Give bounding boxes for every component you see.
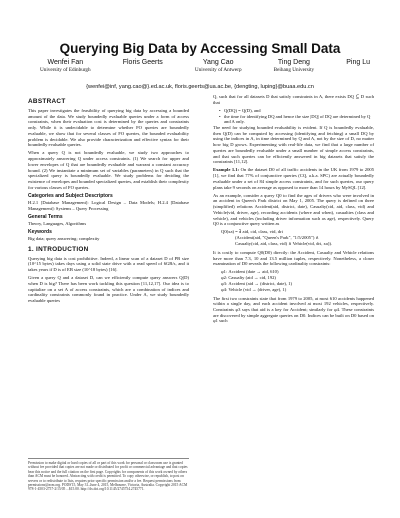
categories-heading: Categories and Subject Descriptors: [28, 192, 113, 199]
example-text: On the dataset D0 of all traffic accidents in the UK from 1979 to 2005 [1], we find that 77% of conjunctive queries (CQ, a.k.a. SPC) are actually boundedly evaluable under a set of 84 simple access constraints, and for such queries, our query plans take 9 seconds on average as opposed to more than 14 hours by MySQL [12].: [213, 167, 374, 190]
author-name: Ting Deng: [277, 59, 310, 66]
formula-line: Casualty(cid, aid, class, vid) ∧ Vehicle(vid, dri, xa)).: [235, 241, 333, 247]
example-heading: Example 1.1:: [213, 167, 240, 173]
abstract-heading: ABSTRACT: [28, 98, 66, 105]
constraint-item: φ3: Accident (aid → (district, date), 1): [221, 281, 293, 287]
copyright-footnote: Permission to make digital or hard copies of all or part of this work for personal or classroom use is granted without fee provided that copies are not made or distributed for profit or commercial advantage and that copies bear this notice and the full citation on the first page. Copyrights for components of this work owned by others than ACM must be honored. Abstracting with credit is permitted. To copy otherwise, or republish, to post on servers or to redistribute to lists, requires prior specific permission and/or a fee. Request permissions from permissions@acm.org. PODS'15, May 31–June 4, 2015, Melbourne, Victoria, Australia. Copyright 2015 ACM 978-1-4503-2757-2/15/05 ...$15.00. http://dx.doi.org/10.1145/2745754.2745771.: [28, 458, 189, 492]
condition-list: [213, 108, 374, 125]
author-name: Wenfei Fan: [47, 59, 84, 66]
condition-item: • Q(DQ) = Q(D), and: [219, 108, 374, 114]
example-paragraph: [213, 167, 374, 190]
abstract-paragraph: This paper investigates the feasibility of querying big data by accessing a bounded amount of the data. We study boundedly evaluable queries under a form of access constraints, when their evaluation cost is determined by the queries and constraints only. While it is undecidable to determine whether FO queries are boundedly evaluable, we show that for several classes of FO queries, the bounded evaluability problem is decidable. We also provide characterization and effective syntax for their boundedly evaluable queries.: [28, 108, 189, 148]
intro-paragraph: Given a query Q and a dataset D, can we efficiently compute query answers Q(D) when D is big? There has been work tackling this question [11,12,17]. Our idea is to capitalize on a set A of access constraints, which are a combination of indices and cardinality constraints commonly found in practice. Under A, we study boundedly evaluable queries: [28, 275, 189, 304]
formula-line: (Accident(aid, "Queen's Park", "1/5/2005") ∧: [235, 235, 319, 241]
author: [40, 60, 91, 73]
author-name: Ping Lu: [346, 59, 370, 66]
keywords-heading: Keywords: [28, 228, 52, 235]
author: [346, 60, 370, 73]
constraint-item: φ1: Accident (date → aid, 610): [221, 269, 279, 275]
formula-line: Q0(xa) = ∃ aid, cid, class, vid, dri: [221, 229, 283, 235]
body-paragraph: The need for studying bounded evaluability is evident. If Q is boundedly evaluable, then Q(D) can be computed by accessing (identifying and fetching) a small DQ by using the indices in A, in time determined by Q and A, not by the size of D, no matter how big D grows. Experimenting with real-life data, we find that a large number of queries are boundedly evaluable under a small number of simple access constraints, and that such queries can be efficiently answered in big datasets that satisfy the constraints [11,12].: [213, 125, 374, 165]
categories-text: H.2.1 [Database Management]: Logical Design – Data Models; H.2.4 [Database Management]: Systems – Query Processing: [28, 199, 189, 211]
author-list: [40, 60, 370, 73]
body-paragraph: The first two constraints state that from 1979 to 2005, at most 610 accidents happened within a single day, and each accident involved at most 192 vehicles, respectively. Constraints φ3 says that aid is a key for Accident; similarly for φ4. These constraints are discovered by simple aggregate queries on D0. Indices can be built on D0 based on φ1 such: [213, 295, 374, 324]
intro-paragraph: Querying big data is cost prohibitive. Indeed, a linear scan of a dataset D of PB size (10^15 bytes) takes days using a solid state drive with a read speed of 6GB/s, and it takes years if D is of EB size (10^18 bytes) [16].: [28, 255, 189, 273]
keywords-text: Big data; query answering; complexity: [28, 235, 100, 241]
condition-item: • the time for identifying DQ and hence the size |DQ| of DQ are determined by Q and A only.: [219, 114, 374, 125]
query-formula: [213, 229, 374, 246]
author-emails: {wenfei@inf, yang.cao@}.ed.ac.uk, floris.geerts@ua.ac.be, {dengting, luping}@buaa.edu.cn: [86, 84, 314, 90]
terms-heading: General Terms: [28, 213, 63, 220]
constraint-list: [213, 269, 374, 292]
author: [123, 60, 163, 73]
author: [274, 60, 314, 73]
constraint-item: φ4: Vehicle (vid → (driver, age), 1): [221, 286, 287, 292]
intro-heading: 1. INTRODUCTION: [28, 245, 89, 253]
author: [195, 60, 242, 73]
author-affiliation: Beihang University: [273, 66, 315, 73]
body-paragraph: It is costly to compute Q0(D0) directly: the Accident, Casualty and Vehicle relations have more than 7.3, 10 and 13.5 million tuples, respectively. Nonetheless, a closer examination of D0 reveals the following cardinality constraints:: [213, 249, 374, 267]
abstract-paragraph: When a query Q is not boundedly evaluable, we study two approaches to approximately answering Q under access constraints. (1) We search for upper and lower envelopes of Q that are boundedly evaluable and warrant a constant accuracy bound. (2) We instantiate a minimum set of variables (parameters) in Q such that the specialized query is boundedly evaluable. We study problems for deciding the existence of envelopes and bounded specialized queries, and establish their complexity for various classes of FO queries.: [28, 150, 189, 190]
left-column: [28, 94, 189, 306]
right-intro: Q, such that for all datasets D that satisfy constraints in A, there exists DQ ⊆ D such that: [213, 94, 374, 105]
terms-text: Theory, Languages, Algorithms: [28, 220, 87, 226]
author-name: Floris Geerts: [122, 59, 163, 66]
example-paragraph-2: As an example, consider a query Q0 to find the ages of drivers who were involved in an accident in Queen's Park district on May 1, 2005. The query is defined on three (simplified) relations Accident(aid, district, date), Casualty(cid, aid, class, vid) and Vehicle(vid, driver, age), recording accidents (where and when), casualties (class and vehicle), and vehicles (including driver information such as age), respectively. Query Q0 is a conjunctive query written as: [213, 192, 374, 227]
author-affiliation: University of Antwerp: [194, 66, 242, 73]
author-affiliation: University of Edinburgh: [40, 66, 91, 73]
constraint-item: φ2: Casualty (aid → cid, 192): [221, 275, 276, 281]
right-column: [213, 94, 374, 327]
author-name: Yang Cao: [202, 59, 234, 66]
paper-title: Querying Big Data by Accessing Small Data: [59, 41, 341, 56]
